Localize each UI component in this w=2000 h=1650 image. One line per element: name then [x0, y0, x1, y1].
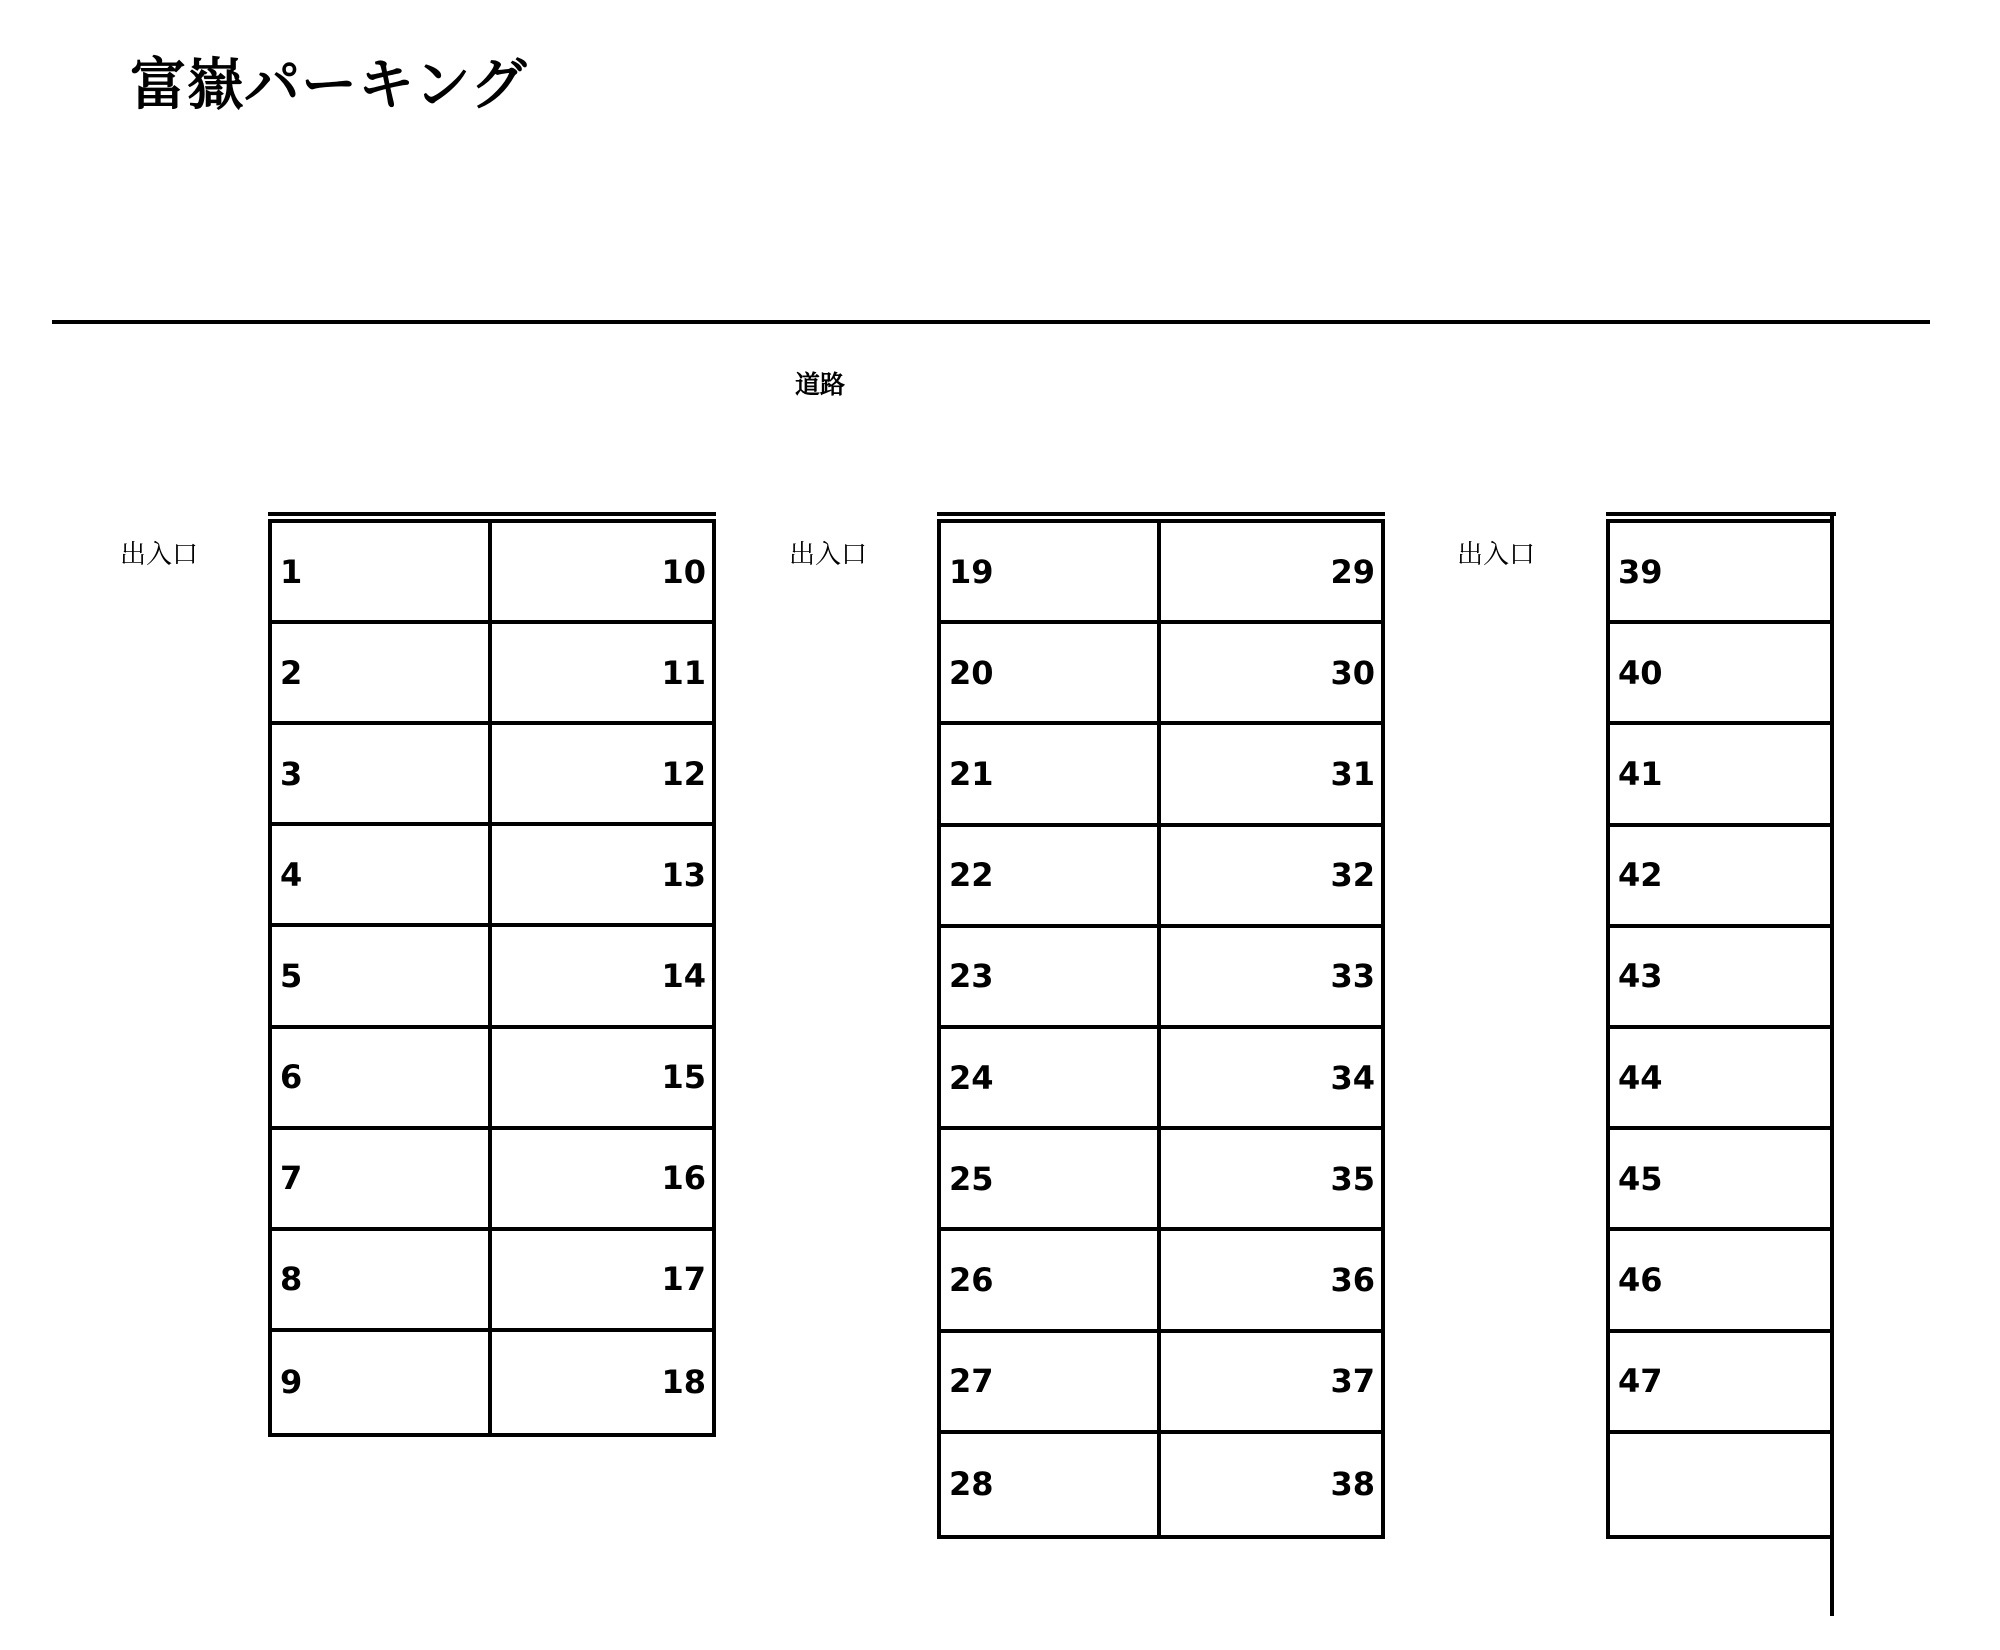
parking-space-number: 22: [949, 856, 994, 895]
parking-block-a: [268, 519, 716, 1437]
parking-space-number: 19: [949, 552, 994, 591]
parking-space: [1161, 1333, 1381, 1434]
parking-space: [272, 523, 492, 624]
parking-space: [1161, 1231, 1381, 1332]
parking-space: [941, 827, 1161, 928]
parking-space: [1610, 523, 1830, 624]
parking-space-number: 27: [949, 1362, 994, 1401]
parking-space-number: 35: [1330, 1159, 1375, 1198]
parking-space: [272, 1130, 492, 1231]
parking-space-number: 42: [1618, 856, 1663, 895]
parking-space: [1610, 1333, 1830, 1434]
parking-space: [492, 624, 712, 725]
parking-space: [492, 1029, 712, 1130]
parking-space-number: 28: [949, 1465, 994, 1504]
parking-space: [272, 624, 492, 725]
parking-space: [1610, 1029, 1830, 1130]
parking-space: [272, 826, 492, 927]
parking-space: [941, 928, 1161, 1029]
parking-space: [941, 1434, 1161, 1535]
block-a-top-line: [268, 512, 716, 516]
parking-space-number: 18: [661, 1363, 706, 1402]
parking-space-number: 31: [1330, 754, 1375, 793]
block-b-top-line: [937, 512, 1385, 516]
parking-space: [1161, 928, 1381, 1029]
parking-space-number: 45: [1618, 1159, 1663, 1198]
parking-space: [1610, 1231, 1830, 1332]
parking-space-number: 26: [949, 1260, 994, 1299]
parking-space: [941, 624, 1161, 725]
parking-space-number: 38: [1330, 1465, 1375, 1504]
parking-space-number: 13: [661, 855, 706, 894]
road-label: 道路: [795, 370, 846, 399]
parking-space: [272, 1231, 492, 1332]
parking-space-number: 39: [1618, 552, 1663, 591]
parking-space-number: 10: [661, 552, 706, 591]
parking-space: [1610, 1434, 1830, 1535]
block-c-side-line: [1830, 512, 1834, 1616]
parking-space: [272, 927, 492, 1028]
parking-space-number: 7: [280, 1159, 303, 1198]
road-line: [52, 320, 1930, 324]
parking-space-number: 20: [949, 653, 994, 692]
parking-space-number: 11: [661, 653, 706, 692]
parking-space: [1161, 827, 1381, 928]
parking-space: [1610, 827, 1830, 928]
parking-space-number: 17: [661, 1260, 706, 1299]
parking-space-number: 24: [949, 1058, 994, 1097]
parking-space: [492, 725, 712, 826]
parking-space: [1161, 1434, 1381, 1535]
entrance-label-3: 出入口: [1457, 540, 1536, 570]
parking-block-c: [1606, 519, 1834, 1539]
parking-space-number: 33: [1330, 957, 1375, 996]
parking-space: [941, 1333, 1161, 1434]
parking-space: [492, 523, 712, 624]
parking-space-number: 1: [280, 552, 303, 591]
parking-space-number: 23: [949, 957, 994, 996]
parking-space-number: 12: [661, 754, 706, 793]
parking-space: [492, 1332, 712, 1433]
entrance-label-1: 出入口: [120, 540, 199, 570]
parking-space: [492, 826, 712, 927]
parking-space-number: 47: [1618, 1362, 1663, 1401]
parking-space: [1161, 523, 1381, 624]
parking-space: [1610, 1130, 1830, 1231]
parking-space: [941, 523, 1161, 624]
parking-space-number: 44: [1618, 1058, 1663, 1097]
parking-space-number: 4: [280, 855, 303, 894]
parking-space-number: 41: [1618, 754, 1663, 793]
parking-space-number: 16: [661, 1159, 706, 1198]
parking-space: [1610, 624, 1830, 725]
parking-space: [492, 1130, 712, 1231]
parking-space-number: 37: [1330, 1362, 1375, 1401]
parking-space: [1161, 725, 1381, 826]
parking-space: [1161, 1029, 1381, 1130]
parking-space: [492, 1231, 712, 1332]
parking-space: [1161, 1130, 1381, 1231]
parking-block-b: [937, 519, 1385, 1539]
parking-space-number: 3: [280, 754, 303, 793]
parking-space-number: 9: [280, 1363, 303, 1402]
parking-space-number: 14: [661, 956, 706, 995]
parking-space: [272, 725, 492, 826]
parking-space: [492, 927, 712, 1028]
parking-space: [272, 1332, 492, 1433]
parking-space-number: 15: [661, 1058, 706, 1097]
parking-space-number: 30: [1330, 653, 1375, 692]
parking-space-number: 32: [1330, 856, 1375, 895]
parking-space-number: 36: [1330, 1260, 1375, 1299]
parking-space: [941, 1029, 1161, 1130]
parking-space: [941, 1130, 1161, 1231]
parking-space-number: 25: [949, 1159, 994, 1198]
parking-space: [941, 725, 1161, 826]
page-title: 富嶽パーキング: [130, 53, 528, 118]
parking-space-number: 6: [280, 1058, 303, 1097]
parking-space-number: 5: [280, 956, 303, 995]
parking-space-number: 8: [280, 1260, 303, 1299]
parking-space-number: 40: [1618, 653, 1663, 692]
entrance-label-2: 出入口: [789, 540, 868, 570]
parking-space-number: 2: [280, 653, 303, 692]
parking-space-number: 21: [949, 754, 994, 793]
parking-space: [272, 1029, 492, 1130]
parking-space-number: 34: [1330, 1058, 1375, 1097]
parking-space: [1610, 928, 1830, 1029]
parking-space-number: 46: [1618, 1260, 1663, 1299]
parking-space: [1610, 725, 1830, 826]
block-c-top-line: [1606, 512, 1836, 516]
parking-space: [941, 1231, 1161, 1332]
parking-space-number: 43: [1618, 957, 1663, 996]
parking-space-number: 29: [1330, 552, 1375, 591]
parking-space: [1161, 624, 1381, 725]
